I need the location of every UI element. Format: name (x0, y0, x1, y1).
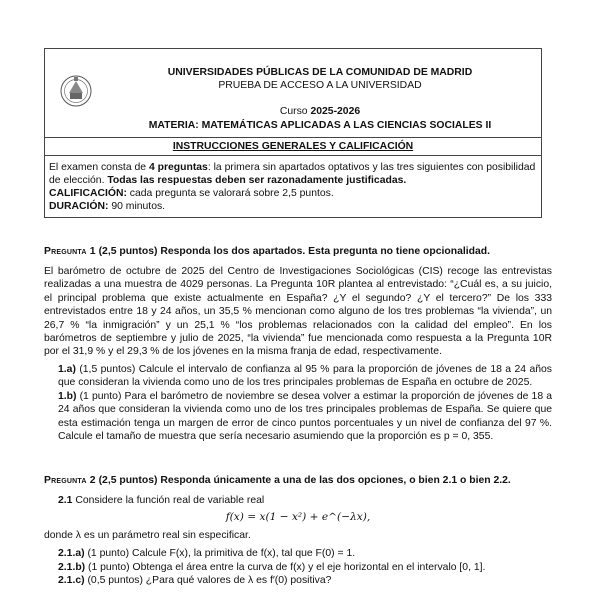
duration-line: DURACIÓN: 90 minutos. (49, 201, 166, 212)
university-seal-icon (59, 71, 93, 111)
question-2-1a: 2.1.a) (1 punto) Calcule F(x), la primitiva de f(x), tal que F(0) = 1. (58, 548, 356, 560)
grading-line: CALIFICACIÓN: cada pregunta se valorará sobre 2,5 puntos. (49, 188, 334, 199)
question-1a: 1.a) (1,5 puntos) Calcule el intervalo de confianza al 95 % para la proporción de jóvenes de 18 a 24 años que consideran la vivienda como uno de los tres principales problemas de España en octubre de 2025. (58, 364, 552, 389)
question-1-title: Pregunta 1 (2,5 puntos) Responda los dos apartados. Esta pregunta no tiene opcionalidad. (44, 246, 491, 257)
question-2-body (44, 494, 552, 587)
course-year: 2025-2026 (310, 106, 361, 118)
course-line (105, 105, 535, 118)
instructions-text: El examen consta de 4 preguntas: la primera sin apartados optativos y las tres siguientes con posibilidad de elección. Todas las respuestas deben ser razonadamente justificadas. (49, 162, 536, 186)
question-1-statement: El barómetro de octubre de 2025 del Centro de Investigaciones Sociológicas (CIS) recoge las entrevistas realizadas a una muestra de 4029 personas. La Pregunta 10R plantea al entrevistado: “¿Cuál es, a su juicio, el principal problema que existe actualmente en España? ¿Y el segundo? ¿Y el tercero?” De los 333 entrevistados entre 18 y 24 años, un 35,5 % mencionan como alguno de los tres problemas “la vivienda”, un 26,7 % “la inmigración” y un 25,1 % “los problemas relacionados con la calidad del empleo”. En los barómetros de septiembre y julio de 2025, “la vivienda” fue mencionada como respuesta a la Pregunta 10R por el 31,9 % y el 29,3 % de los jóvenes en la misma franja de edad, respectivamente. (44, 266, 552, 358)
question-2-1c: 2.1.c) (0,5 puntos) ¿Para qué valores de λ es f′(0) positiva? (58, 575, 332, 587)
instructions-heading: INSTRUCCIONES GENERALES Y CALIFICACIÓN (45, 138, 541, 156)
instructions-body (45, 156, 541, 213)
course-label: Curso (279, 106, 311, 118)
header-title-block (45, 49, 541, 138)
exam-title: PRUEBA DE ACCESO A LA UNIVERSIDAD (218, 80, 422, 92)
question-2-1b: 2.1.b) (1 punto) Obtenga el área entre la curva de f(x) y el eje horizontal en el intervalo [0, 1]. (58, 561, 486, 573)
question-2-title: Pregunta 2 (2,5 puntos) Responda únicamente a una de las dos opciones, o bien 2.1 o bien 2.2. (44, 475, 511, 486)
question-1-parts (58, 363, 552, 443)
university-title: UNIVERSIDADES PÚBLICAS DE LA COMUNIDAD DE MADRID (167, 67, 473, 78)
header-box (44, 48, 542, 218)
function-formula: f(x) = x(1 − x²) + e^(−λx), (225, 511, 371, 524)
subject-title: MATERIA: MATEMÁTICAS APLICADAS A LAS CIENCIAS SOCIALES II (148, 119, 492, 131)
question-1b: 1.b) (1 punto) Para el barómetro de noviembre se desea volver a estimar la proporción de jóvenes de 18 a 24 años que consideran la vivienda como uno de los tres principales problemas de España. Se quiere que esta estimación tenga un margen de error de cinco puntos porcentuales y un nivel de confianza del 97 %. Calcule el tamaño de muestra que sería necesario asumiendo que la proporción es p = 0, 355. (58, 390, 552, 443)
option-2-1: 2.1 Considere la función real de variable real (58, 495, 265, 506)
lambda-note: donde λ es un parámetro real sin especificar. (44, 529, 251, 541)
